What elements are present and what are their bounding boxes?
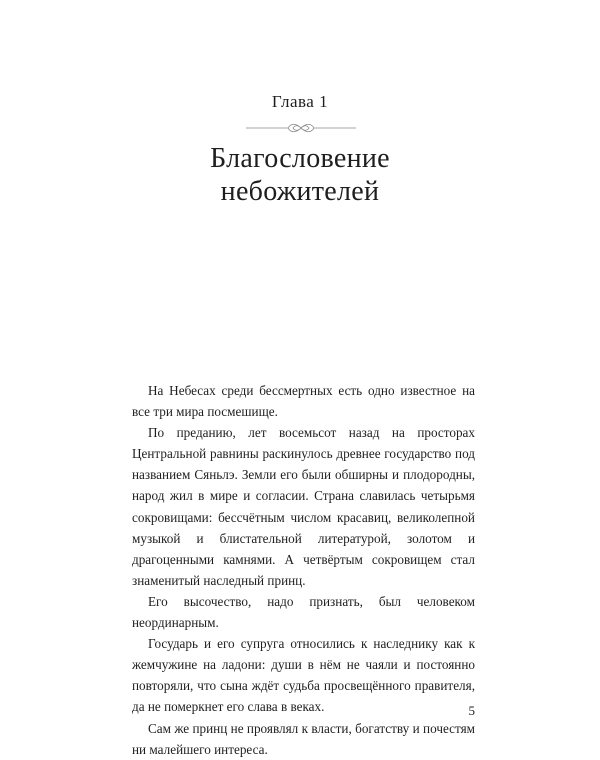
chapter-title-line-2: небожителей	[220, 176, 380, 207]
chapter-title-line-1: Благословение	[210, 143, 390, 174]
chapter-title	[0, 142, 600, 208]
page-number: 5	[468, 703, 475, 718]
paragraph: На Небесах среди бессмертных есть одно известное на все три мира посмешище.	[132, 383, 475, 420]
paragraph: По преданию, лет восемьсот назад на просторах Центральной равнины раскинулось древнее государство под названием Сяньлэ. Земли его были обширны и плодородны, народ жил в мире и согласии. Страна славилась четырьмя сокровищами: бессчётным числом красавиц, великолепной музыкой и блистательной литературой, золотом и драгоценными камнями. А четвёртым сокровищем стал знаменитый наследный принц.	[132, 425, 475, 588]
paragraph: Государь и его супруга относились к наследнику как к жемчужине на ладони: души в нём не чаяли и постоянно повторяли, что сына ждёт судьба просвещённого правителя, да не померкнет его слава в веках.	[132, 636, 475, 715]
paragraph: Сам же принц не проявлял к власти, богатству и почестям ни малейшего интереса.	[132, 720, 475, 757]
body-text	[132, 380, 475, 760]
chapter-label: Глава 1	[271, 92, 329, 111]
paragraph: Его высочество, надо признать, был человеком неординарным.	[132, 593, 475, 631]
knot-ornament-icon	[246, 121, 356, 135]
